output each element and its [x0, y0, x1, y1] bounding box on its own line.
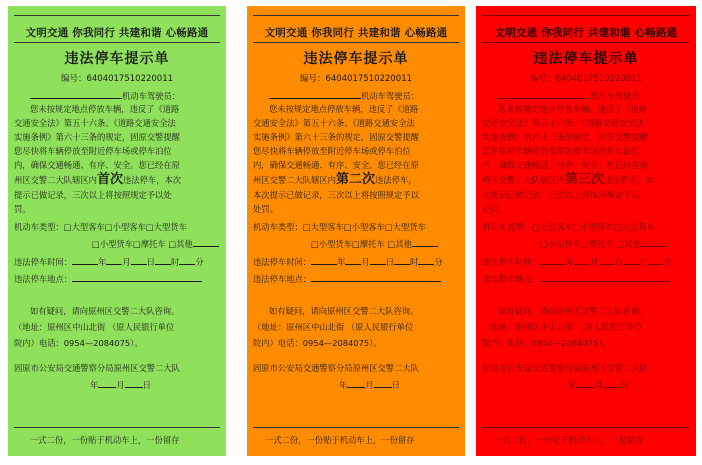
footer-note: 一式二份，一份贴于机动车上，一份留存: [30, 435, 180, 445]
body-line: 您尽快将车辆停放至附近停车场或停车泊位: [14, 146, 172, 156]
parking-time-line: 违法停车时间： 年 月 日 时 分: [14, 257, 204, 267]
vehicle-type-line: 机动车类型：□大型客车□小型客车□大型货车: [482, 222, 655, 232]
body-line: 处罚。: [253, 204, 278, 214]
body-line: 实施条例》第六十三条的规定，固原交警提醒: [14, 132, 180, 142]
footer-divider: [253, 427, 459, 428]
slogan: 文明交通 你我同行 共建和谐 心畅路通: [25, 27, 209, 39]
body-line: 提示已做记录，三次以上将按照规定予以处: [14, 190, 172, 200]
issue-date-line: 年 月 日: [568, 380, 629, 390]
body-line-count: 州区交警二大队辖区内首次违法停车，本次: [14, 172, 182, 187]
serial-number: 编号：6404017510220011: [299, 74, 413, 84]
driver-line: 机动车驾驶员：: [498, 90, 648, 102]
body-line-count: 州区交警二大队辖区内第二次违法停车，: [253, 172, 417, 187]
parking-time-line: 违法停车时间： 年 月 日 时 分: [482, 257, 672, 267]
body-line: 交通安全法》第五十六条、《道路交通安全法: [14, 118, 176, 128]
vehicle-type-line-2: □小型货车□摩托车 □其他: [540, 238, 667, 250]
body-line: 次提示已做记录，三次以上将按照规定予以: [482, 190, 640, 200]
body-line: 内，确保交通畅通、有序、安全。您已经在原: [482, 160, 648, 170]
address-line: （地址：原州区中山北街 （原人民银行单位: [482, 322, 643, 332]
issuer-line: 固原市公安局交通警察分局原州区交警二大队: [253, 363, 419, 373]
body-line: 处罚。: [482, 204, 507, 214]
body-line: 您未按规定地点停放车辆，违反了《道路: [269, 104, 419, 114]
inquiry-line: 如有疑问，请向原州区交警二大队咨询。: [498, 306, 648, 316]
body-line: 您未按规定地点停放车辆，违反了《道路: [498, 104, 648, 114]
phone-line: 院内）电话：0954—2084075）。: [253, 338, 382, 348]
body-line: 您尽快将车辆停放至附近停车场或停车泊位: [482, 146, 640, 156]
driver-line: 机动车驾驶员：: [269, 90, 419, 102]
vehicle-type-line-2: □小型货车□摩托车 □其他: [311, 238, 438, 250]
footer-note: 一式二份，一份贴于机动车上，一份留存: [265, 435, 415, 445]
body-line: 您尽快将车辆停放至附近停车场或停车泊位: [253, 146, 411, 156]
parking-place-line: 违法停车地点：: [253, 273, 441, 285]
footer-divider: [482, 427, 690, 428]
issuer-line: 固原市公安局交通警察分局原州区交警二大队: [482, 363, 648, 373]
body-line: 内，确保交通畅通、有序、安全。您已经在原: [253, 160, 419, 170]
slogan: 文明交通 你我同行 共建和谐 心畅路通: [494, 27, 678, 39]
serial-number: 编号：6404017510220011: [529, 74, 643, 84]
slogan-divider: [482, 42, 690, 43]
notice-title: 违法停车提示单: [64, 51, 170, 67]
footer-note: 一式二份，一份贴于机动车上，一份留存: [494, 435, 644, 445]
violation-count: 第三次: [564, 172, 604, 187]
violation-count: 首次: [96, 172, 123, 187]
parking-time-line: 违法停车时间： 年 月 日 时 分: [253, 257, 443, 267]
body-line-count: 州区交警二大队辖区内第三次违法停车，本: [482, 172, 654, 187]
violation-count: 第二次: [335, 172, 375, 187]
inquiry-line: 如有疑问，请向原州区交警二大队咨询。: [269, 306, 419, 316]
body-line: 罚。: [14, 204, 31, 214]
parking-notice-slip-second: [247, 6, 465, 456]
body-line: 实施条例》第六十三条的规定，固原交警提醒: [482, 132, 648, 142]
parking-place-line: 违法停车地点：: [14, 273, 202, 285]
issue-date-line: 年 月 日: [90, 380, 151, 390]
body-line: 交通安全法》第五十六条、《道路交通安全法: [253, 118, 415, 128]
body-line: 内，确保交通畅通、有序、安全。您已经在原: [14, 160, 180, 170]
footer-divider: [14, 427, 220, 428]
vehicle-type-line: 机动车类型：□大型客车□小型客车□大型货车: [14, 222, 187, 232]
phone-line: 院内）电话：0954—2084075）。: [14, 338, 143, 348]
inquiry-line: 如有疑问，请向原州区交警二大队咨询。: [30, 306, 180, 316]
top-divider: [482, 15, 690, 16]
parking-place-line: 违法停车地点：: [482, 273, 670, 285]
parking-notice-slip-first: [8, 6, 226, 456]
top-divider: [14, 15, 220, 16]
driver-line: 机动车驾驶员：: [30, 90, 180, 102]
slogan-divider: [253, 42, 459, 43]
body-line: 实施条例》第六十三条的规定，固原交警提醒: [253, 132, 419, 142]
serial-number: 编号：6404017510220011: [60, 74, 174, 84]
phone-line: 院内）电话：0954—2084075）。: [482, 338, 611, 348]
slogan: 文明交通 你我同行 共建和谐 心畅路通: [264, 27, 448, 39]
notice-title: 违法停车提示单: [303, 51, 409, 67]
top-divider: [253, 15, 459, 16]
issue-date-line: 年 月 日: [339, 380, 400, 390]
parking-notice-slip-third: [476, 6, 696, 456]
slogan-divider: [14, 42, 220, 43]
address-line: （地址：原州区中山北街 （原人民银行单位: [14, 322, 175, 332]
body-line: 本次提示已做记录，三次以上将按照规定予以: [253, 190, 419, 200]
vehicle-type-line: 机动车类型：□大型客车□小型客车□大型货车: [253, 222, 426, 232]
address-line: （地址：原州区中山北街 （原人民银行单位: [253, 322, 414, 332]
body-line: 交通安全法》第五十六条、《道路交通安全法: [482, 118, 644, 128]
body-line: 您未按规定地点停放车辆，违反了《道路: [30, 104, 180, 114]
vehicle-type-line-2: □小型货车□摩托车 □其他: [92, 238, 219, 250]
notice-title: 违法停车提示单: [533, 51, 639, 67]
issuer-line: 固原市公安局交通警察分局原州区交警二大队: [14, 363, 180, 373]
